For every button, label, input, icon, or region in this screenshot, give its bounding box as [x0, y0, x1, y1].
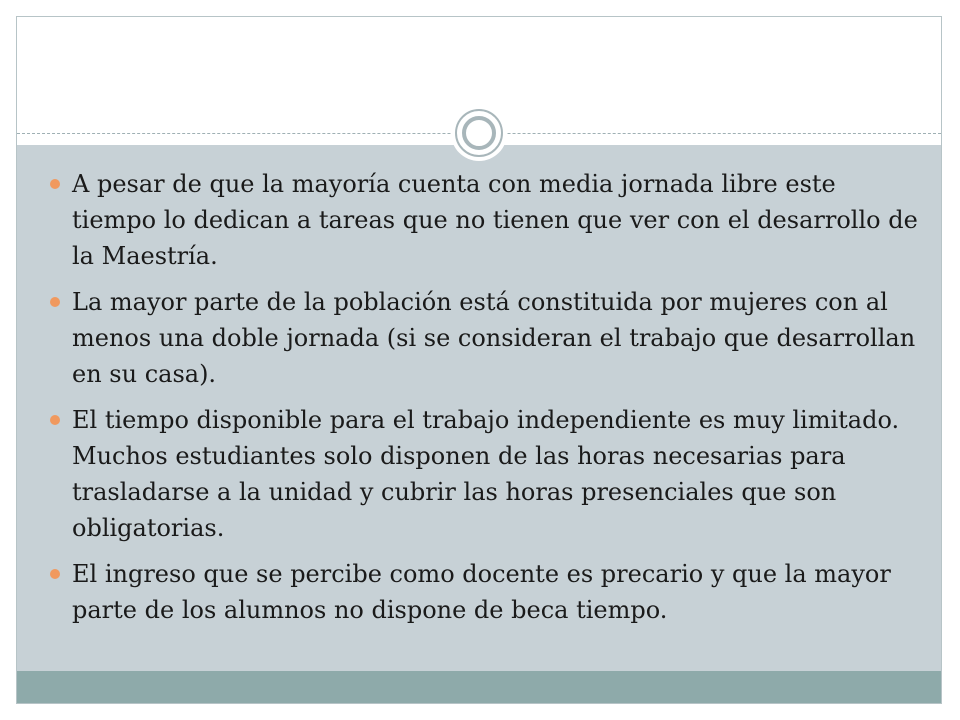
bullet-dot-icon	[50, 415, 60, 425]
bullet-text: El ingreso que se percibe como docente es precario y que la mayor parte de los alumnos no dispone de beca tiempo.	[72, 560, 891, 624]
bullet-dot-icon	[50, 179, 60, 189]
bullet-list	[48, 166, 918, 638]
ornament-inner-ring	[462, 116, 496, 150]
bullet-text: El tiempo disponible para el trabajo independiente es muy limitado. Muchos estudiantes solo disponen de las horas necesarias para trasladarse a la unidad y cubrir las horas presenciales que son obligatorias.	[72, 406, 900, 542]
footer-band	[17, 671, 941, 703]
bullet-item	[48, 284, 918, 392]
bullet-item	[48, 402, 918, 546]
bullet-item	[48, 166, 918, 274]
bullet-item	[48, 556, 918, 628]
bullet-dot-icon	[50, 569, 60, 579]
bullet-text: A pesar de que la mayoría cuenta con media jornada libre este tiempo lo dedican a tareas que no tienen que ver con el desarrollo de la Maestría.	[72, 170, 918, 270]
bullet-text: La mayor parte de la población está constituida por mujeres con al menos una doble jornada (si se consideran el trabajo que desarrollan en su casa).	[72, 288, 916, 388]
circle-ornament-icon	[451, 105, 507, 161]
bullet-dot-icon	[50, 297, 60, 307]
